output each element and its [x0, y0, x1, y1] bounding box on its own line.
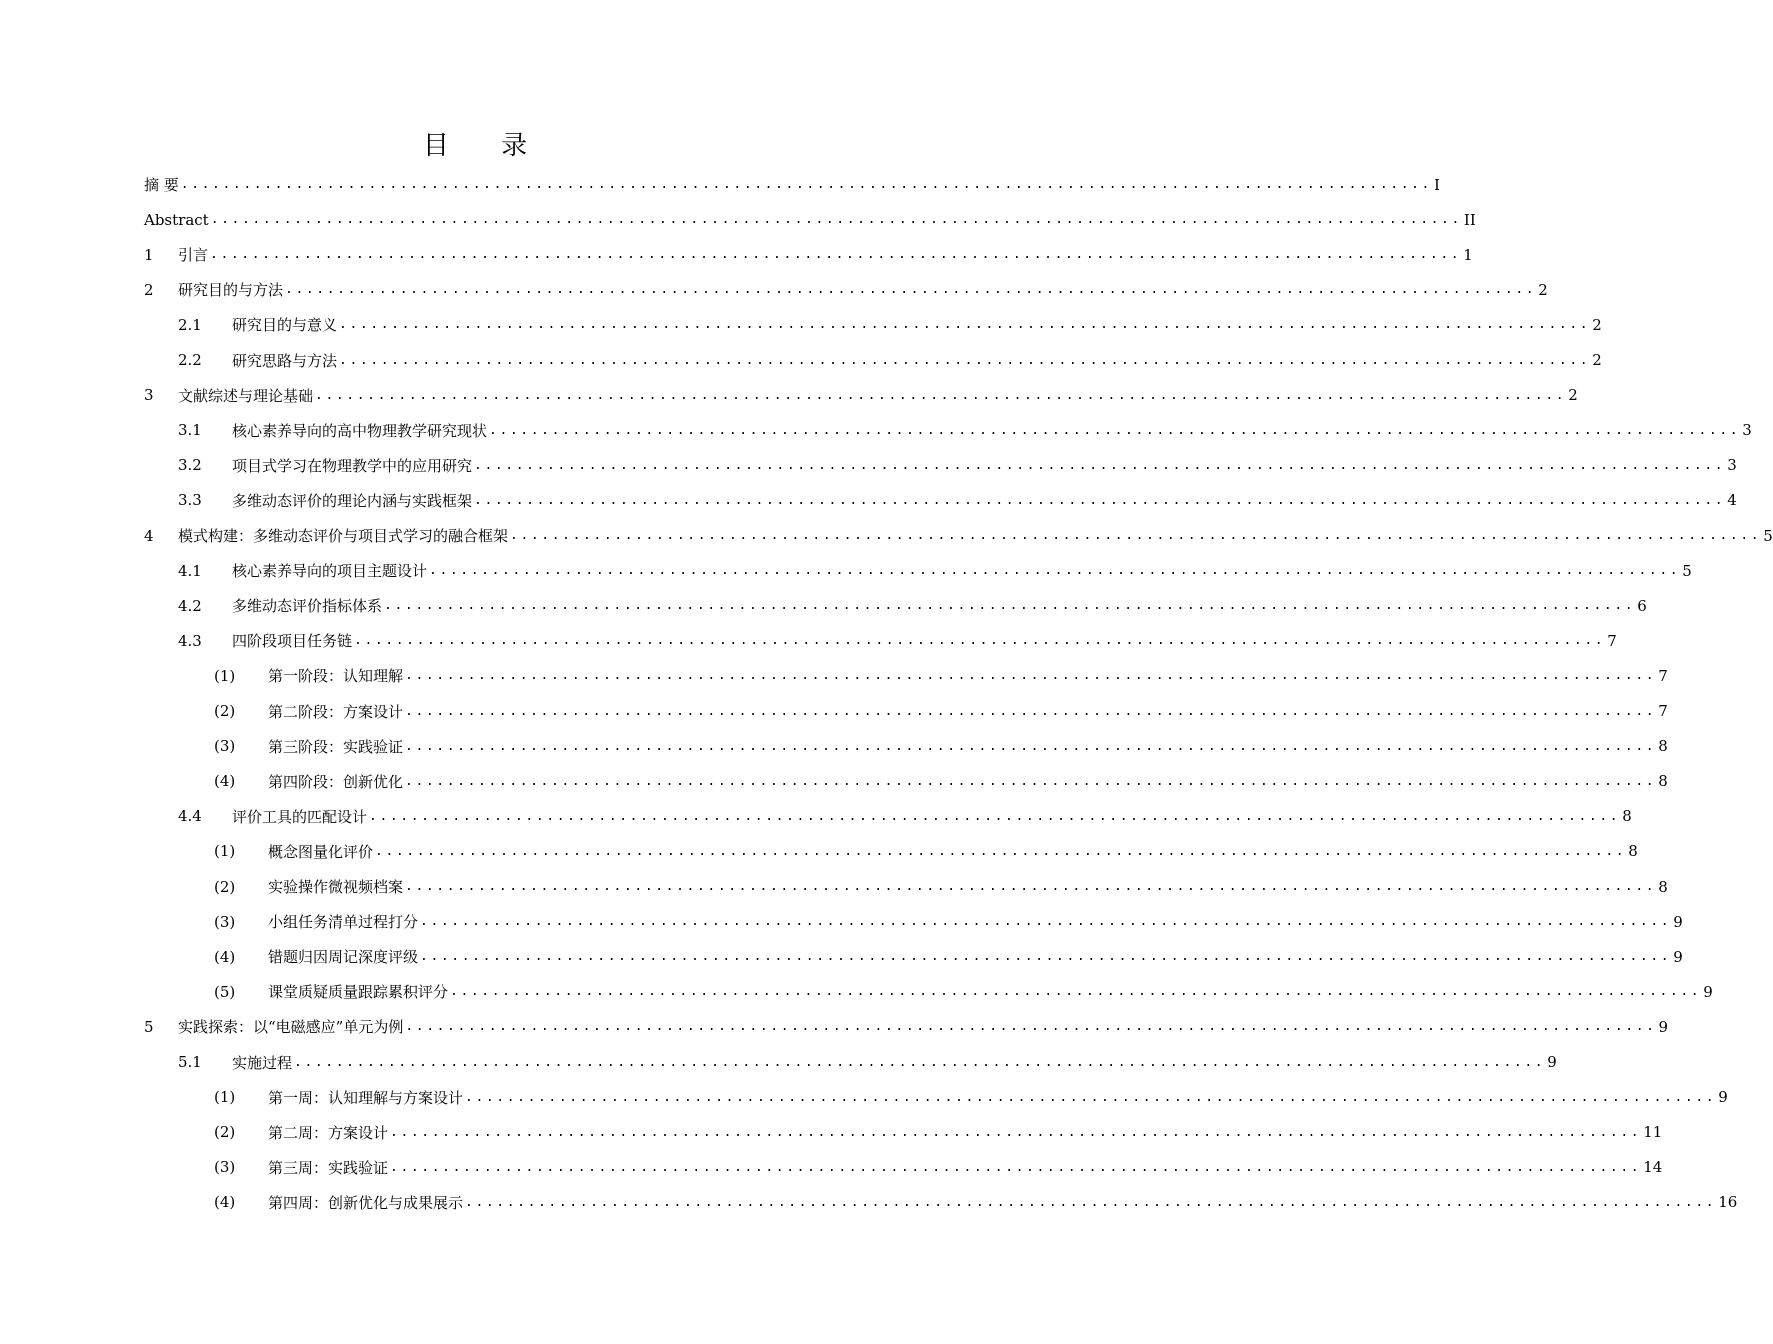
toc-entry-label: 概念图量化评价	[268, 842, 374, 861]
dot-leader: ........................................................................................................................	[420, 949, 1672, 965]
toc-entry[interactable]	[0, 623, 1617, 658]
toc-entry-page-number: 8	[1658, 772, 1668, 791]
toc-entry-page-number: 8	[1628, 842, 1638, 861]
toc-entry-number: 1	[144, 245, 154, 264]
toc-entry[interactable]	[0, 1185, 1738, 1220]
toc-entry-page-number: 5	[1682, 561, 1692, 580]
toc-entry[interactable]	[0, 307, 1602, 342]
toc-entry-label: 第一阶段：认知理解	[268, 667, 404, 686]
toc-entry[interactable]	[0, 658, 1668, 693]
toc-entry-page-number: 6	[1637, 596, 1647, 615]
toc-entry-leader	[268, 939, 1683, 974]
dot-leader: ........................................................................................................................	[405, 668, 1657, 684]
toc-entry-label: 核心素养导向的高中物理教学研究现状	[232, 421, 488, 440]
toc-entry-page-number: 2	[1592, 351, 1602, 369]
toc-entry[interactable]	[0, 1009, 1669, 1044]
toc-entry-page-number: 4	[1727, 491, 1737, 510]
toc-entry-label: 研究思路与方法	[232, 351, 338, 370]
toc-entry-leader	[232, 413, 1752, 448]
toc-entry-number: (4)	[214, 947, 236, 966]
toc-entry-leader	[268, 974, 1713, 1009]
toc-entry[interactable]	[0, 378, 1578, 413]
toc-entry-leader	[268, 1185, 1738, 1220]
toc-entry-number: Abstract	[144, 210, 209, 229]
toc-entry-leader	[232, 553, 1692, 588]
toc-entry-page-number: 14	[1643, 1158, 1663, 1177]
toc-entry-leader	[268, 904, 1683, 939]
dot-leader: ........................................................................................................................	[465, 1089, 1717, 1105]
toc-entry-leader	[178, 518, 1773, 553]
toc-entry-leader	[268, 658, 1668, 693]
toc-entry-number: 3.3	[178, 491, 202, 510]
toc-entry-label: 研究目的与意义	[232, 316, 338, 335]
toc-entry-leader	[268, 764, 1668, 799]
dot-leader: ........................................................................................................................	[390, 1159, 1642, 1175]
toc-entry-label: 第四阶段：创新优化	[268, 772, 404, 791]
toc-entry-label: 研究目的与方法	[178, 281, 284, 300]
toc-entry[interactable]	[0, 237, 1473, 272]
dot-leader: ........................................................................................................................	[339, 317, 1591, 333]
toc-entry[interactable]	[0, 1045, 1557, 1080]
toc-entry-page-number: 8	[1622, 807, 1632, 826]
dot-leader: ........................................................................................................................	[180, 177, 1432, 192]
toc-entry-page-number: 9	[1703, 982, 1713, 1001]
toc-entry-page-number: 3	[1742, 421, 1752, 440]
toc-entry[interactable]	[0, 869, 1668, 904]
toc-entry-leader	[232, 343, 1602, 378]
toc-entry-number: 5	[144, 1017, 154, 1036]
dot-leader: ........................................................................................................................	[285, 282, 1537, 298]
toc-entry-page-number: 2	[1538, 280, 1548, 299]
toc-entry-page-number: 3	[1727, 456, 1737, 475]
dot-leader: ........................................................................................................................	[489, 422, 1741, 438]
toc-entry-page-number: 9	[1673, 912, 1683, 931]
toc-entry-label: 四阶段项目任务链	[232, 632, 353, 651]
toc-entry-label: 第二周：方案设计	[268, 1123, 389, 1142]
toc-entry-leader	[178, 378, 1578, 413]
toc-entry-leader	[232, 448, 1737, 483]
toc-entry-leader	[178, 237, 1473, 272]
dot-leader: ........................................................................................................................	[210, 247, 1462, 263]
toc-entry[interactable]	[0, 729, 1668, 764]
toc-entry[interactable]	[0, 413, 1752, 448]
dot-leader: ........................................................................................................................	[405, 879, 1657, 894]
dot-leader: ........................................................................................................................	[315, 387, 1567, 403]
dot-leader: ........................................................................................................................	[474, 492, 1726, 508]
toc-entry-page-number: 9	[1718, 1088, 1728, 1107]
toc-entry[interactable]	[0, 167, 1440, 202]
dot-leader: ........................................................................................................................	[474, 457, 1726, 473]
toc-entry-leader	[144, 202, 1476, 237]
toc-entry-label: 课堂质疑质量跟踪累积评分	[268, 983, 449, 1002]
toc-entry[interactable]	[0, 343, 1602, 378]
toc-entry-number: (2)	[214, 877, 236, 896]
toc-entry-number: (1)	[214, 1088, 236, 1107]
toc-entry-page-number: 7	[1658, 702, 1668, 720]
toc-entry-number: 3	[144, 386, 154, 405]
dot-leader: ........................................................................................................................	[405, 738, 1657, 754]
toc-entry-label: 第三阶段：实践验证	[268, 737, 404, 756]
page-title: 目 录	[422, 131, 550, 161]
toc-entry[interactable]	[0, 272, 1548, 307]
toc-entry-page-number: 9	[1547, 1053, 1557, 1071]
dot-leader: ........................................................................................................................	[405, 773, 1657, 789]
dot-leader: ........................................................................................................................	[465, 1194, 1717, 1210]
dot-leader: ........................................................................................................................	[405, 1019, 1657, 1035]
toc-entry-number: 2.2	[178, 351, 202, 369]
toc-entry-leader	[144, 167, 1440, 202]
dot-leader: ........................................................................................................................	[405, 703, 1657, 719]
toc-entry[interactable]	[0, 483, 1737, 518]
toc-entry-leader	[268, 694, 1668, 729]
toc-entry-label: 模式构建：多维动态评价与项目式学习的融合框架	[178, 527, 509, 545]
toc-entry-leader	[268, 1115, 1663, 1150]
toc-entry-page-number: 7	[1658, 666, 1668, 685]
dot-leader: ........................................................................................................................	[294, 1054, 1546, 1070]
toc-entry-leader	[178, 1009, 1669, 1044]
dot-leader: ........................................................................................................................	[384, 598, 1636, 614]
toc-entry-page-number: 2	[1568, 386, 1578, 405]
toc-entry-label: 评价工具的匹配设计	[232, 807, 368, 826]
toc-entry[interactable]	[0, 202, 1476, 237]
toc-entry-label: 项目式学习在物理教学中的应用研究	[232, 456, 473, 475]
toc-entry-number: 4.2	[178, 596, 202, 615]
toc-entry-number: (5)	[214, 982, 236, 1001]
toc-entry-page-number: 9	[1658, 1017, 1669, 1036]
toc-entry-label: 第一周：认知理解与方案设计	[268, 1088, 464, 1107]
toc-entry-page-number: 2	[1592, 315, 1602, 334]
toc-entry-leader	[268, 834, 1638, 869]
toc-entry[interactable]	[0, 588, 1647, 623]
toc-entry-page-number: 11	[1643, 1123, 1663, 1142]
toc-entry-leader	[178, 272, 1548, 307]
toc-entry-number: 2.1	[178, 315, 202, 334]
toc-entry-number: 4.3	[178, 631, 202, 650]
dot-leader: ........................................................................................................................	[429, 563, 1681, 579]
toc-entry-number: (3)	[214, 1158, 236, 1177]
toc-entry-label: 文献综述与理论基础	[178, 386, 314, 405]
toc-entry[interactable]	[0, 694, 1668, 729]
toc-entry-label: 引言	[178, 246, 209, 265]
dot-leader: ........................................................................................................................	[210, 212, 1462, 228]
toc-entry-number: (2)	[214, 702, 236, 720]
toc-entry[interactable]	[0, 1115, 1663, 1150]
toc-entry-page-number: 7	[1607, 631, 1617, 650]
toc-entry[interactable]	[0, 553, 1692, 588]
toc-entry[interactable]	[0, 1080, 1728, 1115]
toc-entry-label: 第三周：实践验证	[268, 1158, 389, 1177]
toc-entry-number: 4.1	[178, 561, 202, 580]
toc-entry-label: 实验操作微视频档案	[268, 878, 404, 896]
toc-entry-number: 摘 要	[144, 176, 179, 194]
toc-entry-leader	[232, 799, 1632, 834]
toc-entry-page-number: II	[1463, 210, 1476, 229]
toc-entry-number: (3)	[214, 737, 236, 756]
toc-entry-label: 核心素养导向的项目主题设计	[232, 562, 428, 581]
toc-entry-number: (2)	[214, 1123, 236, 1142]
toc-entry-leader	[268, 1080, 1728, 1115]
toc-entry-number: (4)	[214, 772, 236, 791]
toc-entry-page-number: 5	[1763, 526, 1773, 545]
toc-entry[interactable]	[0, 448, 1737, 483]
toc-entry-number: 2	[144, 280, 154, 299]
toc-entry-number: 3.2	[178, 456, 202, 475]
toc-entry-page-number: 8	[1658, 877, 1668, 896]
toc-entry[interactable]	[0, 799, 1632, 834]
toc-entry-leader	[268, 869, 1668, 904]
toc-entry-leader	[268, 1150, 1663, 1185]
toc-entry[interactable]	[0, 939, 1683, 974]
dot-leader: ........................................................................................................................	[510, 528, 1762, 543]
toc-entry[interactable]	[0, 1150, 1663, 1185]
toc-entry-number: (1)	[214, 842, 236, 861]
dot-leader: ........................................................................................................................	[369, 808, 1621, 824]
dot-leader: ........................................................................................................................	[375, 843, 1627, 859]
toc-entry-number: 4.4	[178, 807, 202, 826]
toc-entry-page-number: I	[1433, 175, 1440, 194]
toc-entry-number: 4	[144, 526, 154, 545]
dot-leader: ........................................................................................................................	[390, 1124, 1642, 1140]
toc-entry[interactable]	[0, 764, 1668, 799]
toc-entry-label: 实施过程	[232, 1053, 293, 1072]
toc-entry-number: (1)	[214, 666, 236, 685]
toc-entry-label: 第二阶段：方案设计	[268, 702, 404, 721]
toc-entry[interactable]	[0, 834, 1638, 869]
toc-entry[interactable]	[0, 904, 1683, 939]
toc-entry-number: 3.1	[178, 421, 202, 440]
toc-entry-page-number: 1	[1463, 245, 1473, 264]
dot-leader: ........................................................................................................................	[354, 633, 1606, 649]
toc-entry-leader	[232, 623, 1617, 658]
toc-entry-number: (4)	[214, 1193, 236, 1212]
toc-entry-leader	[232, 588, 1647, 623]
dot-leader: ........................................................................................................................	[339, 352, 1591, 368]
toc-entry-label: 实践探索：以“电磁感应”单元为例	[178, 1018, 404, 1037]
toc-entry-label: 小组任务清单过程打分	[268, 913, 419, 932]
toc-entry[interactable]	[0, 518, 1773, 553]
toc-entry-leader	[232, 1045, 1557, 1080]
toc-entry-page-number: 16	[1718, 1193, 1738, 1212]
toc-entry-number: 5.1	[178, 1053, 202, 1071]
toc-entry-page-number: 8	[1658, 737, 1668, 756]
toc-entry[interactable]	[0, 974, 1713, 1009]
toc-entry-leader	[268, 729, 1668, 764]
toc-entry-label: 第四周：创新优化与成果展示	[268, 1193, 464, 1212]
toc-entry-label: 错题归因周记深度评级	[268, 948, 419, 967]
dot-leader: ........................................................................................................................	[450, 984, 1702, 1000]
toc-entry-leader	[232, 483, 1737, 518]
toc-entry-leader	[232, 307, 1602, 342]
toc-entry-label: 多维动态评价的理论内涵与实践框架	[232, 491, 473, 510]
toc-entry-page-number: 9	[1673, 947, 1683, 966]
toc-entry-label: 多维动态评价指标体系	[232, 597, 383, 616]
dot-leader: ........................................................................................................................	[420, 914, 1672, 930]
toc-entry-number: (3)	[214, 912, 236, 931]
